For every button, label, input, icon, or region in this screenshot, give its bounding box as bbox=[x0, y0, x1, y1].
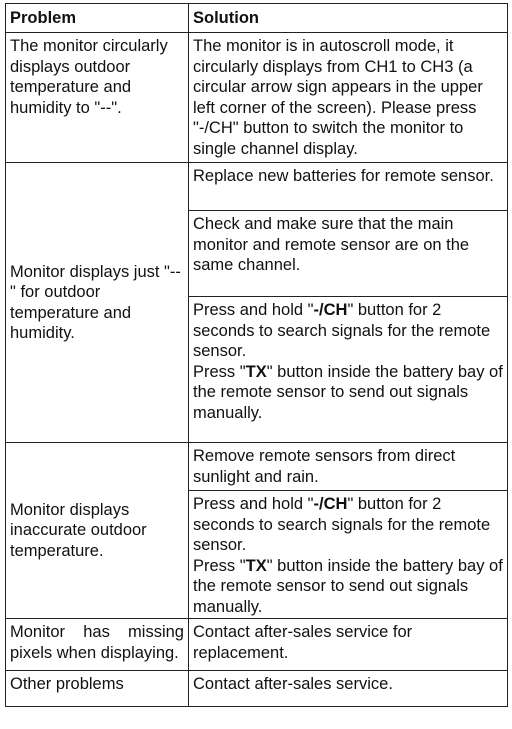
text-segment: " button inside the battery bay of the remote sensor to send out signals manually. bbox=[193, 556, 503, 616]
problem-line: Monitor has missing bbox=[10, 623, 184, 641]
button-name: -/CH bbox=[313, 495, 348, 513]
table-row bbox=[6, 443, 508, 491]
table-row bbox=[6, 619, 508, 671]
solution-cell: Check and make sure that the main monitor and remote sensor are on the same channel. bbox=[189, 211, 508, 297]
text-segment: " button for 2 seconds to search signals for the remote sensor. bbox=[193, 495, 491, 554]
text-segment: Press " bbox=[193, 556, 246, 575]
text-segment: " button for 2 seconds to search signals for the remote sensor. bbox=[193, 301, 491, 360]
table-row bbox=[6, 33, 508, 163]
table-row bbox=[6, 163, 508, 211]
text-segment: Press and hold " bbox=[193, 301, 314, 319]
problem-cell: Other problems bbox=[6, 671, 189, 707]
button-name: TX bbox=[245, 556, 267, 575]
text-segment: " button inside the battery bay of the remote sensor to send out signals manually. bbox=[193, 362, 503, 422]
button-name: -/CH bbox=[313, 301, 348, 319]
solution-cell: Replace new batteries for remote sensor. bbox=[189, 163, 508, 211]
problem-column-header: Problem bbox=[6, 4, 189, 33]
problem-cell: The monitor circularly displays outdoor temperature and humidity to "--". bbox=[6, 33, 189, 163]
solution-cell: Remove remote sensors from direct sunlight and rain. bbox=[189, 443, 508, 491]
solution-cell bbox=[189, 491, 508, 619]
text-segment: Press and hold " bbox=[193, 495, 314, 513]
solution-cell: Contact after-sales service for replacement. bbox=[189, 619, 508, 671]
problem-line: pixels when displaying. bbox=[10, 643, 179, 662]
problem-cell: Monitor displays just "--" for outdoor temperature and humidity. bbox=[6, 163, 189, 443]
problem-cell bbox=[6, 619, 189, 671]
problem-cell: Monitor displays inaccurate outdoor temperature. bbox=[6, 443, 189, 619]
text-segment: Press " bbox=[193, 362, 246, 381]
solution-cell: The monitor is in autoscroll mode, it circularly displays from CH1 to CH3 (a circular arrow sign appears in the upper left corner of the screen). Please press "-/CH" button to switch the monitor to single channel display. bbox=[189, 33, 508, 163]
solution-cell: Contact after-sales service. bbox=[189, 671, 508, 707]
table-header-row bbox=[6, 4, 508, 33]
solution-cell bbox=[189, 297, 508, 443]
troubleshooting-table bbox=[5, 3, 508, 707]
solution-column-header: Solution bbox=[189, 4, 508, 33]
button-name: TX bbox=[245, 362, 267, 381]
table-row bbox=[6, 671, 508, 707]
